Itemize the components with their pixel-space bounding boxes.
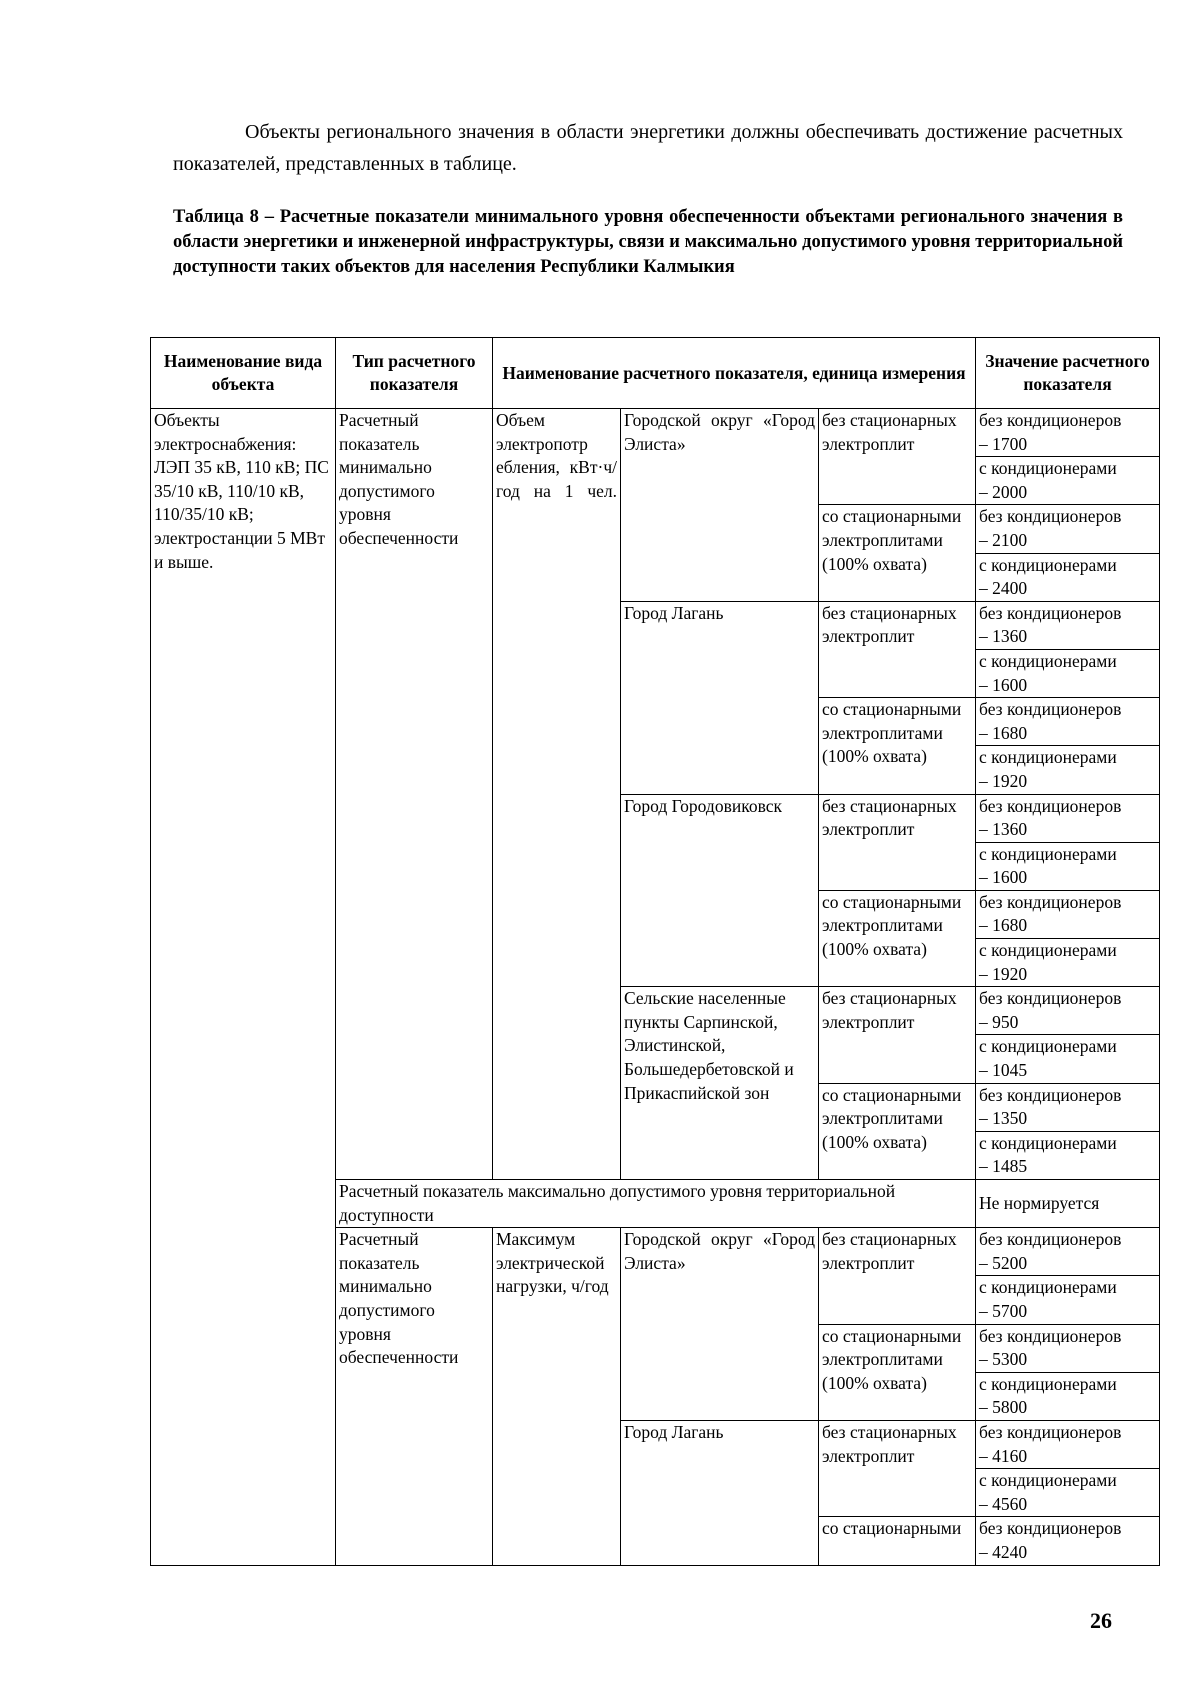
stove-with: со стационарными электроплитами (100% охвата) (819, 505, 976, 601)
stove-without: без стационарных электроплит (819, 1228, 976, 1324)
table-caption: Таблица 8 – Расчетные показатели минимального уровня обеспеченности объектами регионального значения в области энергетики и инженерной инфраструктуры, связи и максимально допустимого уровня территориальной доступности таких объектов для населения Республики Калмыкия (173, 207, 1123, 277)
page-number: 26 (1090, 1608, 1112, 1633)
indicators-table (150, 337, 1160, 1566)
header-indicator-name: Наименование расчетного показателя, единица измерения (493, 338, 976, 409)
value-cell: с кондиционерами – 1485 (976, 1131, 1160, 1179)
min-level-cell: Расчетный показатель минимально допустимого уровня обеспеченности (336, 409, 493, 1180)
value-cell: без кондиционеров – 2100 (976, 505, 1160, 553)
access-value-cell: Не нормируется (976, 1180, 1160, 1228)
territory-lagan: Город Лагань (621, 1420, 819, 1565)
header-value: Значение расчетного показателя (976, 338, 1160, 409)
stove-without: без стационарных электроплит (819, 601, 976, 697)
value-cell: с кондиционерами – 4560 (976, 1469, 1160, 1517)
stove-with: со стационарными электроплитами (100% охвата) (819, 1324, 976, 1420)
table-header-row (151, 338, 1160, 409)
value-cell: без кондиционеров – 1360 (976, 601, 1160, 649)
value-cell: с кондиционерами – 1920 (976, 939, 1160, 987)
stove-without: без стационарных электроплит (819, 987, 976, 1083)
value-cell: с кондиционерами – 1920 (976, 746, 1160, 794)
value-cell: с кондиционерами – 1045 (976, 1035, 1160, 1083)
stove-with: со стационарными электроплитами (100% охвата) (819, 1083, 976, 1179)
value-cell: с кондиционерами – 2000 (976, 457, 1160, 505)
value-cell: с кондиционерами – 5700 (976, 1276, 1160, 1324)
value-cell: без кондиционеров – 950 (976, 987, 1160, 1035)
stove-with: со стационарными (819, 1517, 976, 1565)
max-load-cell: Максимум электрической нагрузки, ч/год (493, 1228, 621, 1565)
territory-rural: Сельские населенные пункты Сарпинской, Элистинской, Большедербетовской и Прикаспийской зон (621, 987, 819, 1180)
value-cell: с кондиционерами – 2400 (976, 553, 1160, 601)
table-row (151, 409, 1160, 457)
volume-cell: Объем электропотр ебления, кВт·ч/год на 1 чел. (493, 409, 621, 1180)
territory-elista: Городской округ «Город Элиста» (621, 1228, 819, 1421)
value-cell: без кондиционеров – 1350 (976, 1083, 1160, 1131)
value-cell: без кондиционеров – 4240 (976, 1517, 1160, 1565)
territory-gorodovikovsk: Город Городовиковск (621, 794, 819, 987)
min-level-cell: Расчетный показатель минимально допустимого уровня обеспеченности (336, 1228, 493, 1565)
value-cell: без кондиционеров – 1680 (976, 890, 1160, 938)
value-cell: с кондиционерами – 1600 (976, 842, 1160, 890)
value-cell: с кондиционерами – 5800 (976, 1372, 1160, 1420)
value-cell: с кондиционерами – 1600 (976, 649, 1160, 697)
header-object-type: Наименование вида объекта (151, 338, 336, 409)
intro-paragraph: Объекты регионального значения в области энергетики должны обеспечивать достижение расчетных показателей, представленных в таблице. (173, 121, 1123, 175)
stove-without: без стационарных электроплит (819, 794, 976, 890)
object-name-cell: Объекты электроснабжения: ЛЭП 35 кВ, 110 кВ; ПС 35/10 кВ, 110/10 кВ, 110/35/10 кВ; электростанции 5 МВт и выше. (151, 409, 336, 1566)
territory-lagan: Город Лагань (621, 601, 819, 794)
access-label-cell: Расчетный показатель максимально допустимого уровня территориальной доступности (336, 1180, 976, 1228)
stove-without: без стационарных электроплит (819, 409, 976, 505)
value-cell: без кондиционеров – 1680 (976, 698, 1160, 746)
value-cell: без кондиционеров – 1360 (976, 794, 1160, 842)
territory-elista: Городской округ «Город Элиста» (621, 409, 819, 602)
stove-with: со стационарными электроплитами (100% охвата) (819, 698, 976, 794)
value-cell: без кондиционеров – 5200 (976, 1228, 1160, 1276)
value-cell: без кондиционеров – 1700 (976, 409, 1160, 457)
value-cell: без кондиционеров – 4160 (976, 1420, 1160, 1468)
header-indicator-type: Тип расчетного показателя (336, 338, 493, 409)
value-cell: без кондиционеров – 5300 (976, 1324, 1160, 1372)
stove-with: со стационарными электроплитами (100% охвата) (819, 890, 976, 986)
stove-without: без стационарных электроплит (819, 1420, 976, 1516)
